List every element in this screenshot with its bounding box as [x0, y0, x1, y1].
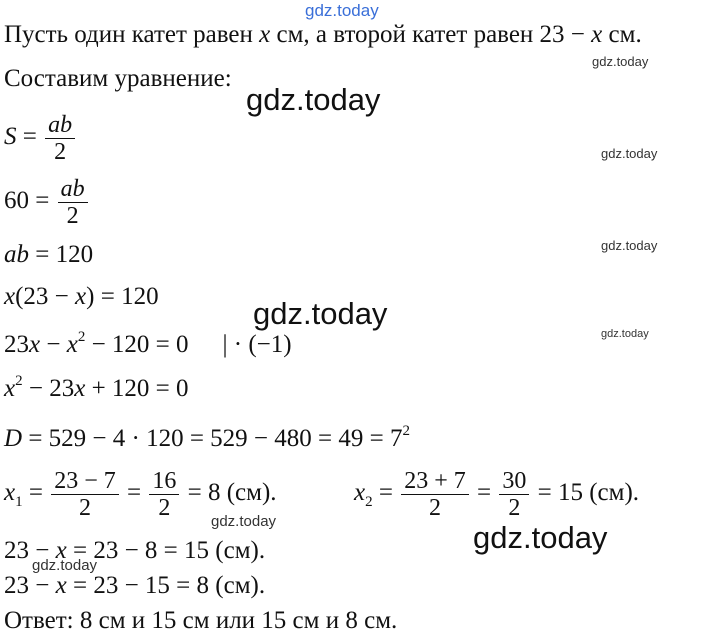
quadratic-equation: $x^2 - 23x + 120 = 0$: [4, 373, 189, 402]
root-x1: $x_1$ = $\frac{23 - 7}{2}$ = $\frac{16}{2}$ = 8 (см).: [4, 468, 277, 521]
watermark: gdz.today: [32, 557, 98, 574]
product-equation: ab = 120: [4, 241, 94, 268]
multiplier-note: | · (−1): [222, 331, 292, 358]
expanded-equation: $23x - x^2 - 120 = 0$ | · (−1): [4, 329, 292, 358]
second-leg-line: 23 − x = 23 − 8 = 15 (см).: [4, 537, 266, 564]
watermark: gdz.today: [601, 328, 649, 340]
area-substitution: 60 = $\frac{ab}{2}$: [4, 176, 90, 229]
watermark-top: gdz.today: [305, 1, 379, 20]
root-x2: $x_2$ = $\frac{23 + 7}{2}$ = $\frac{30}{2}$ = 15 (см).: [354, 468, 640, 521]
area-formula: S = $\frac{ab}{2}$: [4, 112, 77, 165]
answer-line: Ответ: 8 см и 15 см или 15 см и 8 см.: [4, 607, 398, 634]
substituted-equation: x(23 − x) = 120: [4, 283, 159, 310]
watermark: gdz.today: [473, 520, 608, 555]
fraction: $\frac{ab}{2}$: [45, 112, 75, 165]
watermark: gdz.today: [253, 296, 388, 331]
second-leg-line: 23 − x = 23 − 15 = 8 (см).: [4, 572, 266, 599]
fraction: $\frac{23 - 7}{2}$: [51, 468, 119, 521]
statement-line: Пусть один катет равен x см, а второй катет равен 23 − x см.: [4, 21, 642, 48]
watermark: gdz.today: [601, 238, 658, 253]
fraction: $\frac{30}{2}$: [499, 468, 529, 521]
fraction: $\frac{16}{2}$: [149, 468, 179, 521]
discriminant-line: $D = 529 - 4 \cdot 120 = 529 - 480 = 49 = 7^2$: [4, 423, 410, 452]
equation-heading: Составим уравнение:: [4, 65, 232, 92]
fraction: $\frac{23 + 7}{2}$: [401, 468, 469, 521]
fraction: $\frac{ab}{2}$: [58, 176, 88, 229]
watermark: gdz.today: [246, 82, 381, 117]
watermark: gdz.today: [211, 513, 277, 530]
watermark: gdz.today: [592, 54, 649, 69]
watermark: gdz.today: [601, 146, 658, 161]
